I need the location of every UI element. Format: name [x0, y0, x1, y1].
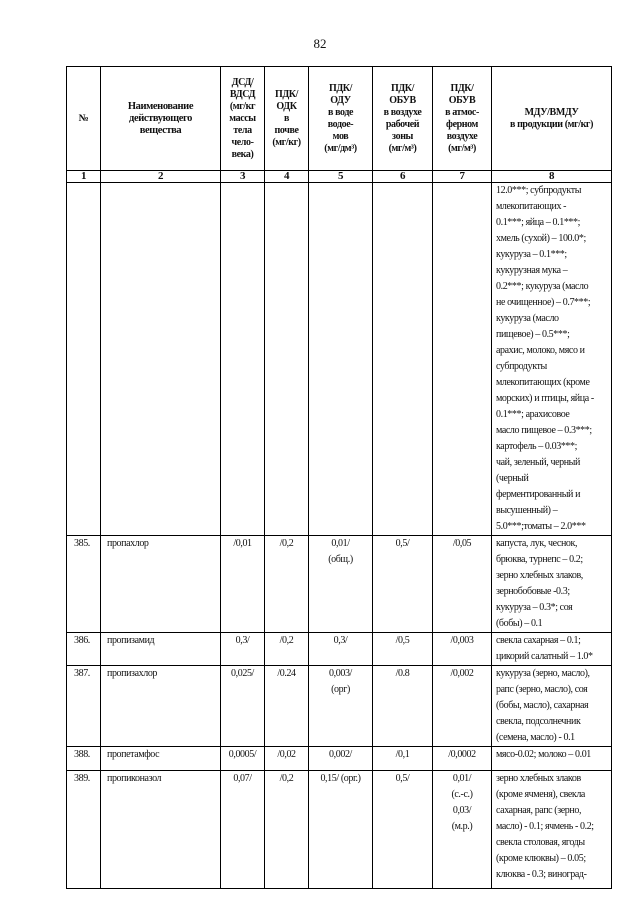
row-number: 387.: [67, 666, 101, 747]
work-air-limit-value: /0,1: [373, 747, 433, 771]
substance-name: пропизамид: [101, 633, 221, 666]
soil-limit-value: /0,02: [265, 747, 309, 771]
substance-name: пропахлор: [101, 536, 221, 633]
water-limit-value: 0,003/ (орг): [309, 666, 373, 747]
header-atmospheric-air-limit: ПДК/ ОБУВ в атмос- ферном воздухе (мг/м³): [433, 67, 492, 171]
mrl-products-value: зерно хлебных злаков (кроме ячменя), свекла сахарная, рапс (зерно, масло) - 0.1; ячмень - 0.2; свекла столовая, ягоды (кроме клюквы) – 0.05; клюква - 0.3; виноград-: [492, 771, 612, 889]
work-air-limit-value: /0,5: [373, 633, 433, 666]
soil-limit-value: [265, 183, 309, 536]
header-number: №: [67, 67, 101, 171]
atmospheric-air-limit-value: /0,002: [433, 666, 492, 747]
soil-limit-value: /0,2: [265, 771, 309, 889]
table-row: [67, 536, 612, 633]
column-number: 7: [433, 171, 492, 183]
column-number: 4: [265, 171, 309, 183]
water-limit-value: 0,3/: [309, 633, 373, 666]
column-number: 1: [67, 171, 101, 183]
substance-name: пропетамфос: [101, 747, 221, 771]
substance-name: [101, 183, 221, 536]
dsd-value: /0,01: [221, 536, 265, 633]
row-number: 389.: [67, 771, 101, 889]
column-number: 2: [101, 171, 221, 183]
row-number: [67, 183, 101, 536]
header-water-limit: ПДК/ ОДУ в воде водое- мов (мг/дм³): [309, 67, 373, 171]
water-limit-value: [309, 183, 373, 536]
column-number: 3: [221, 171, 265, 183]
dsd-value: 0,025/: [221, 666, 265, 747]
header-mrl-products: МДУ/ВМДУ в продукции (мг/кг): [492, 67, 612, 171]
work-air-limit-value: 0,5/: [373, 536, 433, 633]
work-air-limit-value: [373, 183, 433, 536]
soil-limit-value: /0,2: [265, 536, 309, 633]
pesticide-regulations-table: [66, 66, 612, 889]
mrl-products-value: капуста, лук, чеснок, брюква, турнепс – 0.2; зерно хлебных злаков, зернобобовые -0.3; кукуруза – 0.3*; соя (бобы) – 0.1: [492, 536, 612, 633]
row-number: 386.: [67, 633, 101, 666]
column-number: 8: [492, 171, 612, 183]
table-row: [67, 666, 612, 747]
atmospheric-air-limit-value: /0,0002: [433, 747, 492, 771]
page-number: 82: [313, 36, 327, 51]
work-air-limit-value: 0,5/: [373, 771, 433, 889]
row-number: 385.: [67, 536, 101, 633]
work-air-limit-value: /0.8: [373, 666, 433, 747]
mrl-products-value: мясо-0.02; молоко – 0.01: [492, 747, 612, 771]
mrl-products-value: кукуруза (зерно, масло), рапс (зерно, масло), соя (бобы, масло), сахарная свекла, подсолнечник (семена, масло) - 0.1: [492, 666, 612, 747]
table-row: [67, 747, 612, 771]
water-limit-value: 0,15/ (орг.): [309, 771, 373, 889]
header-substance-name: Наименование действующего вещества: [101, 67, 221, 171]
header-soil-limit: ПДК/ ОДК в почве (мг/кг): [265, 67, 309, 171]
mrl-products-value: свекла сахарная – 0.1; цикорий салатный – 1.0*: [492, 633, 612, 666]
substance-name: пропизахлор: [101, 666, 221, 747]
column-number: 6: [373, 171, 433, 183]
water-limit-value: 0,01/ (общ.): [309, 536, 373, 633]
mrl-products-value: 12.0***; субпродукты млекопитающих - 0.1***; яйца – 0.1***; хмель (сухой) – 100.0*; кукуруза – 0.1***; кукурузная мука – 0.2***; кукуруза (масло не очищенное) – 0.7***; кукуруза (масло пищевое) – 0.5***; арахис, молоко, мясо и субпродукты млекопитающих (кроме морских) и птицы, яйца - 0.1***; арахисовое масло пищевое – 0.3***; картофель – 0.03***; чай, зеленый, черный (черный ферментированный и высушенный) – 5.0***;томаты – 2.0***: [492, 183, 612, 536]
dsd-value: 0,07/: [221, 771, 265, 889]
dsd-value: [221, 183, 265, 536]
row-number: 388.: [67, 747, 101, 771]
atmospheric-air-limit-value: /0,05: [433, 536, 492, 633]
atmospheric-air-limit-value: 0,01/ (с.-с.) 0,03/ (м.р.): [433, 771, 492, 889]
header-dsd: ДСД/ ВДСД (мг/кг массы тела чело- века): [221, 67, 265, 171]
header-work-air-limit: ПДК/ ОБУВ в воздухе рабочей зоны (мг/м³): [373, 67, 433, 171]
dsd-value: 0,3/: [221, 633, 265, 666]
column-number: 5: [309, 171, 373, 183]
atmospheric-air-limit-value: [433, 183, 492, 536]
table-row: [67, 771, 612, 889]
atmospheric-air-limit-value: /0,003: [433, 633, 492, 666]
water-limit-value: 0,002/: [309, 747, 373, 771]
dsd-value: 0,0005/: [221, 747, 265, 771]
table-row: [67, 633, 612, 666]
substance-name: пропиконазол: [101, 771, 221, 889]
table-row: [67, 183, 612, 536]
soil-limit-value: /0.24: [265, 666, 309, 747]
soil-limit-value: /0,2: [265, 633, 309, 666]
